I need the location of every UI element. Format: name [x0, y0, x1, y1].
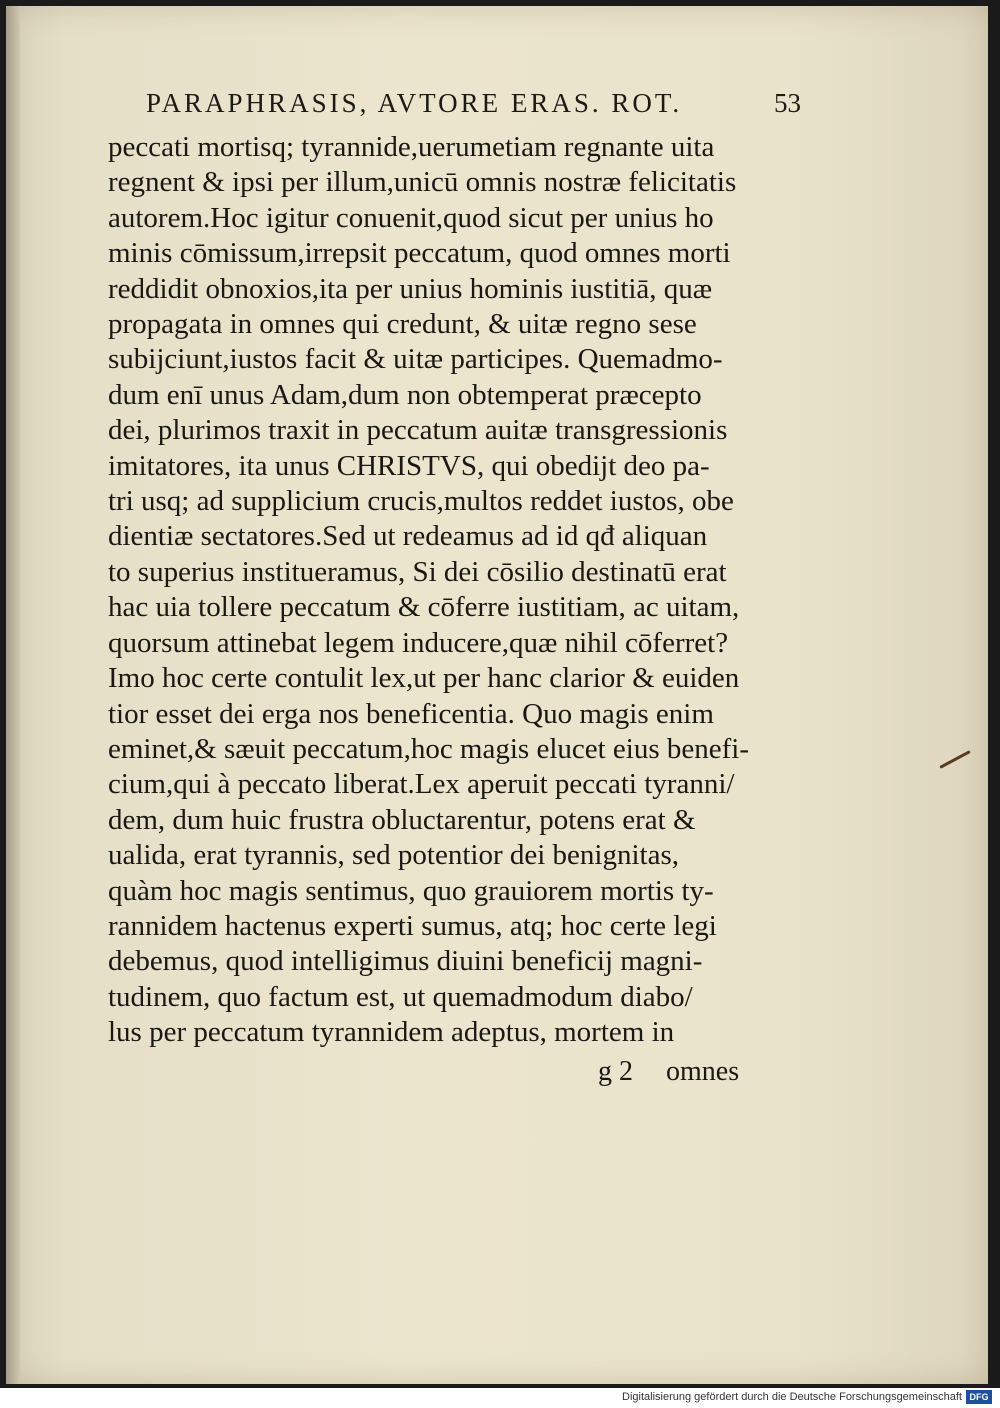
text-line: to superius institueramus, Si dei cōsilio destinatū erat [108, 555, 727, 588]
text-line: ualida, erat tyrannis, sed potentior dei benignitas, [108, 839, 679, 872]
text-line: subijciunt,iustos facit & uitæ participes. Quemadmo- [108, 343, 723, 376]
catchword: omnes [666, 1056, 740, 1087]
text-line: minis cōmissum,irrepsit peccatum, quod omnes morti [108, 237, 731, 270]
running-head: PARAPHRASIS, AVTORE ERAS. ROT. [146, 88, 683, 118]
text-line: cium,qui à peccato liberat.Lex aperuit peccati tyranni/ [108, 768, 735, 801]
text-line: dei, plurimos traxit in peccatum auitæ transgressionis [108, 414, 728, 447]
text-line: hac uia tollere peccatum & cōferre iustitiam, ac uitam, [108, 591, 740, 624]
text-line: debemus, quod intelligimus diuini beneficij magni- [108, 945, 703, 978]
text-line: tri usq; ad supplicium crucis,multos reddet iustos, obe [108, 485, 734, 518]
text-line: dum enī unus Adam,dum non obtemperat præcepto [108, 378, 702, 411]
catchline [598, 1056, 765, 1088]
text-line: propagata in omnes qui credunt, & uitæ regno sese [108, 308, 697, 341]
text-line: reddidit obnoxios,ita per unius hominis iustitiā, quæ [108, 272, 713, 305]
text-line: peccati mortisq; tyrannide,uerumetiam regnante uita [108, 131, 715, 163]
book-page [6, 6, 988, 1384]
text-line: regnent & ipsi per illum,unicū omnis nostræ felicitatis [108, 166, 737, 199]
text-line: tior esset dei erga nos beneficentia. Quo magis enim [108, 697, 714, 730]
text-line: autorem.Hoc igitur conuenit,quod sicut per unius ho [108, 201, 714, 234]
text-line: eminet,& sæuit peccatum,hoc magis elucet eius benefi- [108, 732, 750, 765]
text-line: lus per peccatum tyrannidem adeptus, mortem in [108, 1016, 675, 1049]
margin-ink-mark [939, 750, 970, 769]
folio-number: 53 [774, 88, 801, 118]
text-line: imitatores, ita unus CHRISTVS, qui obedijt deo pa- [108, 449, 710, 482]
text-line: quàm hoc magis sentimus, quo grauiorem mortis ty- [108, 874, 714, 907]
text-line: quorsum attinebat legem inducere,quæ nihil cōferret? [108, 626, 729, 659]
text-line: dientiæ sectatores.Sed ut redeamus ad id qđ aliquan [108, 520, 708, 553]
page-gutter-edge [6, 6, 20, 1384]
text-line: Imo hoc certe contulit lex,ut per hanc clarior & euiden [108, 662, 740, 695]
text-line: dem, dum huic frustra obluctarentur, potens erat & [108, 803, 696, 836]
digitization-footer [0, 1388, 1000, 1408]
footer-credit: Digitalisierung gefördert durch die Deutsche Forschungsgemeinschaft [622, 1391, 962, 1403]
body-text [108, 130, 768, 1051]
dfg-logo: DFG [966, 1390, 992, 1404]
text-line: rannidem hactenus experti sumus, atq; hoc certe legi [108, 909, 717, 942]
signature-mark: g 2 [598, 1056, 633, 1087]
text-line: tudinem, quo factum est, ut quemadmodum diabo/ [108, 980, 693, 1013]
